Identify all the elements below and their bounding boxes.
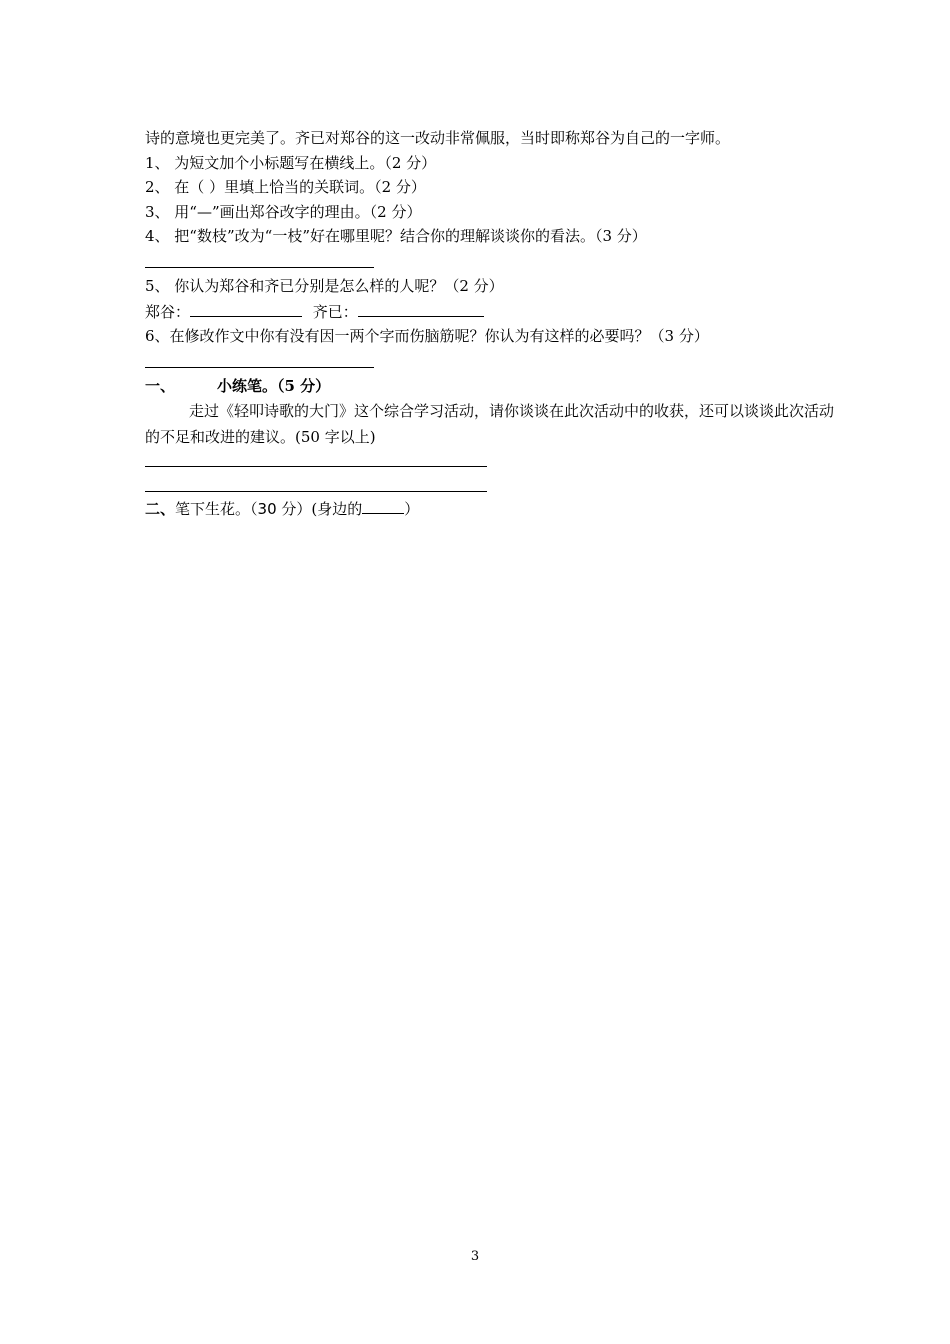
answer-line-q6 [145, 367, 374, 368]
section-2-title-a: 笔下生花。（ [175, 500, 258, 518]
section-2-heading [145, 499, 419, 519]
section-2-number: 二、 [145, 500, 176, 518]
section-1-number: 一、 [145, 377, 176, 395]
q5-zhenggu-label: 郑谷： [145, 303, 191, 321]
section-2-topic-blank[interactable] [362, 499, 404, 514]
section-2-title-b: 分）(身边的 [276, 500, 363, 518]
section-1-prompt: 走过《轻叩诗歌的大门》这个综合学习活动，请你谈谈在此次活动中的收获，还可以谈谈此次活动的不足和改进的建议。(50 字以上) [145, 402, 835, 446]
q5-qiji-blank[interactable] [358, 301, 484, 317]
question-3: 3、 用“—”画出郑谷改字的理由。（2 分） [145, 203, 422, 221]
question-6: 6、在修改作文中你有没有因一两个字而伤脑筋呢？你认为有这样的必要吗？（3 分） [145, 327, 709, 345]
answer-line-s1-1 [145, 466, 487, 467]
answer-line-q4 [145, 267, 374, 268]
section-2-title-c: ） [404, 500, 420, 518]
question-5: 5、 你认为郑谷和齐已分别是怎么样的人呢？（2 分） [145, 277, 504, 295]
answer-line-s1-2 [145, 491, 487, 492]
question-5-answers [145, 301, 484, 322]
intro-line: 诗的意境也更完美了。齐已对郑谷的这一改动非常佩服，当时即称郑谷为自己的一字师。 [145, 129, 731, 147]
q5-zhenggu-blank[interactable] [190, 301, 302, 317]
question-2: 2、 在（ ）里填上恰当的关联词。（2 分） [145, 178, 426, 196]
question-1: 1、 为短文加个小标题写在横线上。（2 分） [145, 154, 437, 172]
section-2-score: 30 [257, 500, 277, 518]
section-1-title: 小练笔。（5 分） [217, 377, 331, 395]
section-1-heading [145, 376, 330, 396]
question-4: 4、 把“数枝”改为“一枝”好在哪里呢？结合你的理解谈谈你的看法。（3 分） [145, 227, 647, 245]
q5-qiji-label: 齐已： [312, 303, 358, 321]
page-number: 3 [470, 1249, 480, 1264]
